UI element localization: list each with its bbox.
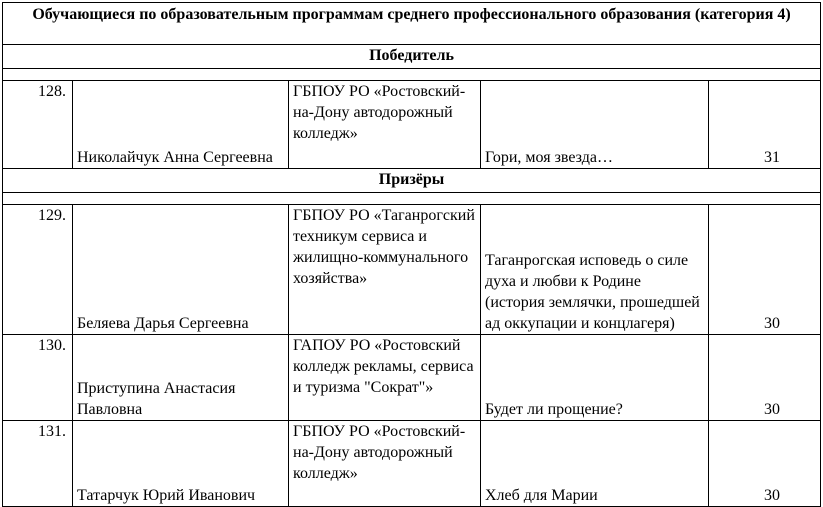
table-row	[3, 81, 821, 169]
section-row-prizewinners	[3, 169, 821, 193]
score: 30	[709, 335, 821, 421]
section-gap	[3, 193, 821, 205]
work-title: Таганрогская исповедь о силе духа и любви к Родине (история землячки, прошедшей ад оккупации и концлагеря)	[481, 205, 709, 335]
row-number: 129.	[3, 205, 73, 335]
participant-name: Беляева Дарья Сергеевна	[73, 205, 289, 335]
category-header-row	[3, 3, 821, 45]
score: 31	[709, 81, 821, 169]
section-gap-row	[3, 69, 821, 81]
section-title-prizewinners: Призёры	[3, 169, 821, 193]
participant-name: Николайчук Анна Сергеевна	[73, 81, 289, 169]
organization: ГАПОУ РО «Ростовский колледж рекламы, сервиса и туризма "Сократ"»	[289, 335, 481, 421]
score: 30	[709, 421, 821, 507]
participant-name: Приступина Анастасия Павловна	[73, 335, 289, 421]
table-row	[3, 205, 821, 335]
section-gap	[3, 69, 821, 81]
work-title: Будет ли прощение?	[481, 335, 709, 421]
work-title: Хлеб для Марии	[481, 421, 709, 507]
section-gap-row	[3, 193, 821, 205]
work-title: Гори, моя звезда…	[481, 81, 709, 169]
participant-name: Татарчук Юрий Иванович	[73, 421, 289, 507]
table-row	[3, 421, 821, 507]
section-row-winner	[3, 45, 821, 69]
organization: ГБПОУ РО «Таганрогский техникум сервиса и жилищно-коммунального хозяйства»	[289, 205, 481, 335]
score: 30	[709, 205, 821, 335]
table-row	[3, 335, 821, 421]
organization: ГБПОУ РО «Ростовский-на-Дону автодорожный колледж»	[289, 421, 481, 507]
organization: ГБПОУ РО «Ростовский-на-Дону автодорожный колледж»	[289, 81, 481, 169]
category-title: Обучающиеся по образовательным программам среднего профессионального образования (категория 4)	[3, 3, 821, 45]
row-number: 130.	[3, 335, 73, 421]
section-title-winner: Победитель	[3, 45, 821, 69]
row-number: 131.	[3, 421, 73, 507]
results-table	[2, 2, 821, 507]
row-number: 128.	[3, 81, 73, 169]
